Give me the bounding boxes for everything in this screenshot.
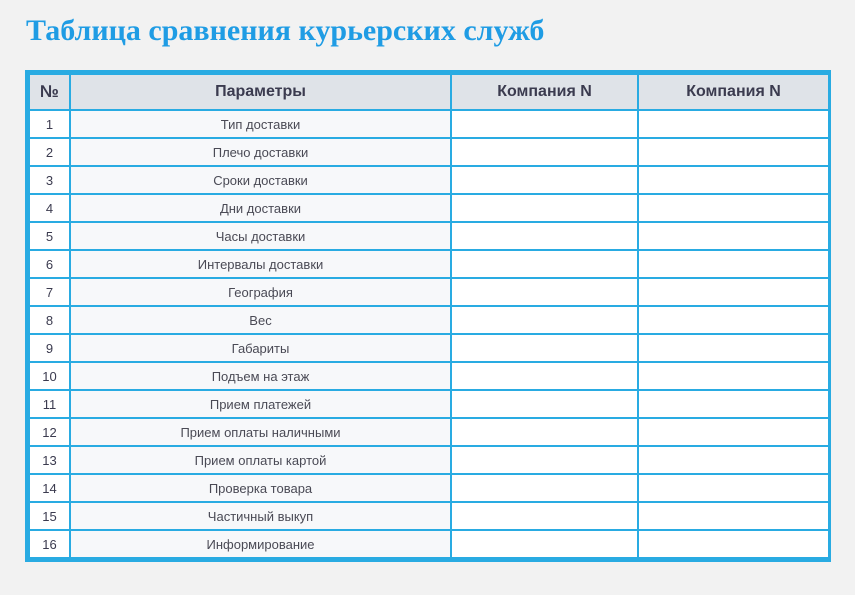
table-row: [29, 278, 829, 306]
cell-company-1[interactable]: [451, 250, 638, 278]
row-number: 3: [29, 166, 70, 194]
cell-company-1[interactable]: [451, 502, 638, 530]
row-number: 7: [29, 278, 70, 306]
table-row: [29, 166, 829, 194]
row-parameter: Габариты: [70, 334, 451, 362]
row-number: 11: [29, 390, 70, 418]
row-parameter: Прием оплаты картой: [70, 446, 451, 474]
table-row: [29, 502, 829, 530]
cell-company-2[interactable]: [638, 278, 829, 306]
row-parameter: География: [70, 278, 451, 306]
cell-company-1[interactable]: [451, 222, 638, 250]
row-number: 10: [29, 362, 70, 390]
column-header-parameters: Параметры: [70, 74, 451, 110]
cell-company-1[interactable]: [451, 194, 638, 222]
cell-company-1[interactable]: [451, 418, 638, 446]
cell-company-1[interactable]: [451, 474, 638, 502]
row-number: 1: [29, 110, 70, 138]
row-number: 6: [29, 250, 70, 278]
row-number: 16: [29, 530, 70, 558]
row-number: 13: [29, 446, 70, 474]
cell-company-2[interactable]: [638, 250, 829, 278]
cell-company-2[interactable]: [638, 362, 829, 390]
cell-company-1[interactable]: [451, 446, 638, 474]
cell-company-2[interactable]: [638, 530, 829, 558]
row-number: 5: [29, 222, 70, 250]
row-number: 4: [29, 194, 70, 222]
table-row: [29, 250, 829, 278]
cell-company-2[interactable]: [638, 390, 829, 418]
row-parameter: Прием платежей: [70, 390, 451, 418]
row-parameter: Частичный выкуп: [70, 502, 451, 530]
table-row: [29, 362, 829, 390]
cell-company-1[interactable]: [451, 390, 638, 418]
row-parameter: Проверка товара: [70, 474, 451, 502]
row-parameter: Тип доставки: [70, 110, 451, 138]
table-row: [29, 138, 829, 166]
row-number: 2: [29, 138, 70, 166]
page-title: Таблица сравнения курьерских служб: [26, 14, 545, 47]
row-number: 12: [29, 418, 70, 446]
table-row: [29, 306, 829, 334]
cell-company-2[interactable]: [638, 474, 829, 502]
cell-company-1[interactable]: [451, 138, 638, 166]
table-header: [29, 74, 829, 110]
cell-company-1[interactable]: [451, 278, 638, 306]
table-row: [29, 110, 829, 138]
cell-company-1[interactable]: [451, 362, 638, 390]
cell-company-1[interactable]: [451, 334, 638, 362]
table-row: [29, 334, 829, 362]
row-number: 14: [29, 474, 70, 502]
table-body: [29, 110, 829, 558]
column-header-number: №: [29, 74, 70, 110]
row-parameter: Дни доставки: [70, 194, 451, 222]
table-row: [29, 474, 829, 502]
row-parameter: Информирование: [70, 530, 451, 558]
cell-company-2[interactable]: [638, 334, 829, 362]
cell-company-2[interactable]: [638, 306, 829, 334]
table-row: [29, 390, 829, 418]
cell-company-2[interactable]: [638, 194, 829, 222]
cell-company-2[interactable]: [638, 502, 829, 530]
row-parameter: Вес: [70, 306, 451, 334]
cell-company-1[interactable]: [451, 110, 638, 138]
row-number: 8: [29, 306, 70, 334]
cell-company-2[interactable]: [638, 222, 829, 250]
column-header-company-1: Компания N: [451, 74, 638, 110]
cell-company-1[interactable]: [451, 166, 638, 194]
cell-company-2[interactable]: [638, 166, 829, 194]
row-number: 15: [29, 502, 70, 530]
table-row: [29, 530, 829, 558]
table-row: [29, 222, 829, 250]
row-number: 9: [29, 334, 70, 362]
row-parameter: Подъем на этаж: [70, 362, 451, 390]
row-parameter: Сроки доставки: [70, 166, 451, 194]
column-header-company-2: Компания N: [638, 74, 829, 110]
row-parameter: Интервалы доставки: [70, 250, 451, 278]
cell-company-2[interactable]: [638, 138, 829, 166]
cell-company-1[interactable]: [451, 306, 638, 334]
cell-company-2[interactable]: [638, 418, 829, 446]
cell-company-2[interactable]: [638, 446, 829, 474]
comparison-table-container: [25, 70, 831, 562]
table-row: [29, 194, 829, 222]
table-row: [29, 418, 829, 446]
comparison-table: [28, 73, 830, 559]
cell-company-1[interactable]: [451, 530, 638, 558]
row-parameter: Плечо доставки: [70, 138, 451, 166]
table-header-row: [29, 74, 829, 110]
cell-company-2[interactable]: [638, 110, 829, 138]
row-parameter: Прием оплаты наличными: [70, 418, 451, 446]
table-row: [29, 446, 829, 474]
row-parameter: Часы доставки: [70, 222, 451, 250]
